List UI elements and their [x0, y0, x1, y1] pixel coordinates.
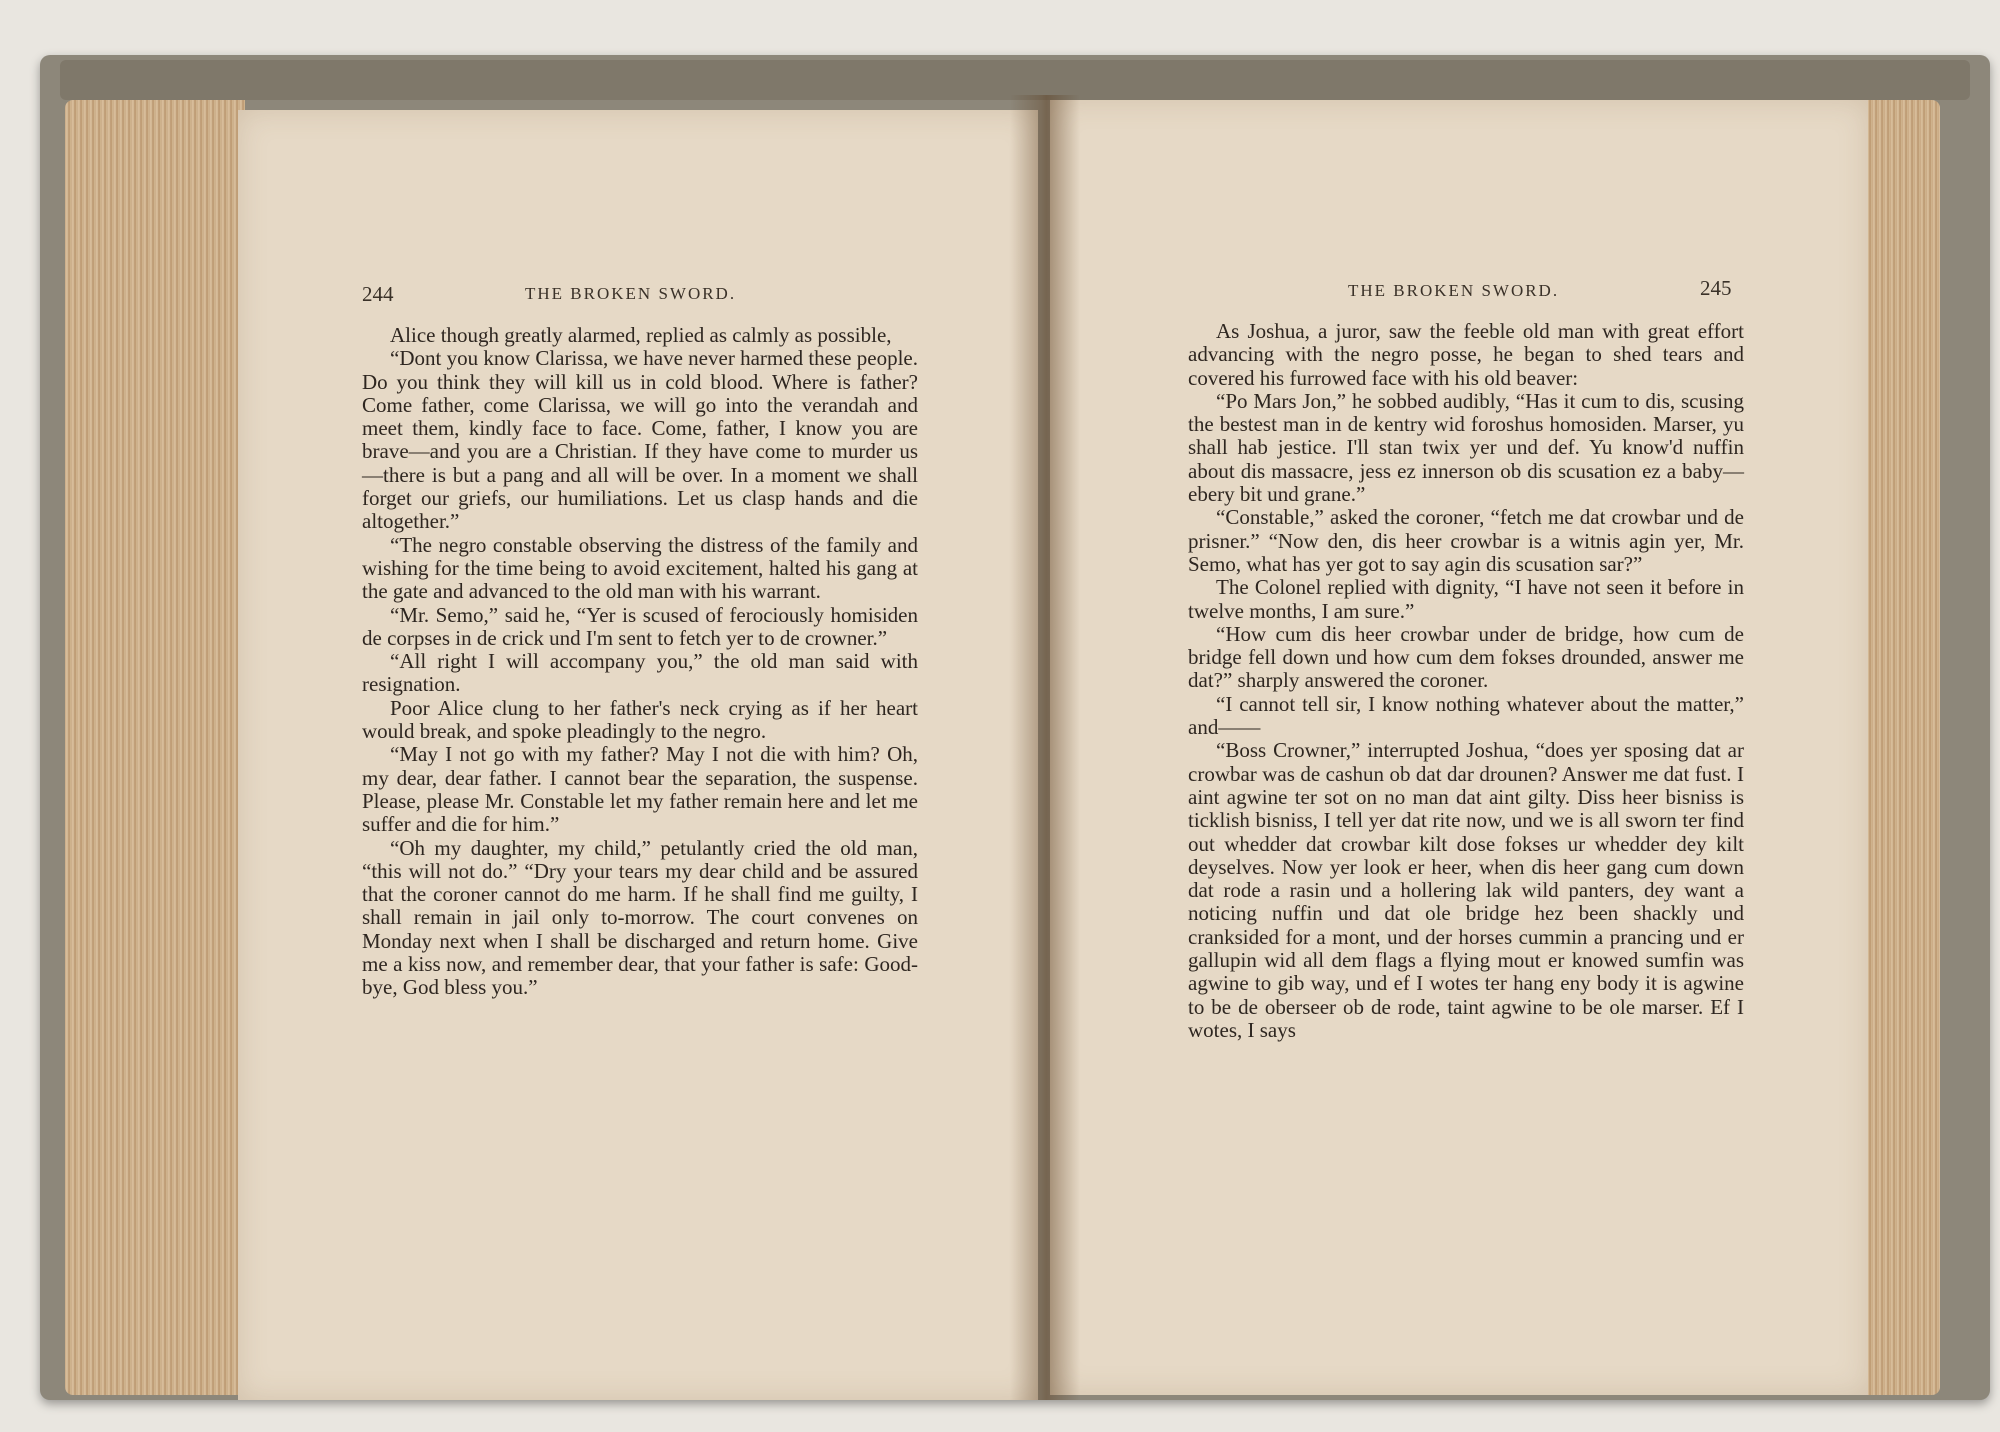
- left-page-number: 244: [362, 282, 394, 306]
- paragraph: Alice though greatly alarmed, replied as calmly as possible,: [390, 323, 892, 347]
- paragraph: “Constable,” asked the coroner, “fetch me dat crowbar und de prisner.” “Now den, dis heer crowbar is a witnis agin yer, Mr. Semo, what has yer got to say agin dis scusation sar?”: [1188, 505, 1744, 576]
- right-page-edges: [1860, 100, 1940, 1395]
- right-running-head: THE BROKEN SWORD.: [1348, 281, 1560, 300]
- book-spine-top: [60, 60, 1970, 100]
- paragraph: “How cum dis heer crowbar under de bridge, how cum de bridge fell down und how cum dem fokses drounded, answer me dat?” sharply answered the coroner.: [1188, 621, 1744, 693]
- paragraph: Poor Alice clung to her father's neck crying as if her heart would break, and spoke pleadingly to the negro.: [362, 695, 918, 744]
- paragraph: “May I not go with my father? May I not die with him? Oh, my dear, dear father. I cannot bear the separation, the suspense. Please, please Mr. Constable let my father remain here and let me suffer and die for him.”: [362, 742, 918, 837]
- paragraph: The Colonel replied with dignity, “I have not seen it before in twelve months, I am sure.”: [1188, 575, 1744, 623]
- left-page-edges: [65, 100, 245, 1395]
- paragraph: “Oh my daughter, my child,” petulantly cried the old man, “this will not do.” “Dry your tears my dear child and be assured that the coroner cannot do me harm. If he shall find me guilty, I shall remain in jail only to-morrow. The court convenes on Monday next when I shall be discharged and return home. Give me a kiss now, and remember dear, that your father is safe: Good-bye, God bless you.”: [362, 835, 918, 1000]
- paragraph: “Mr. Semo,” said he, “Yer is scused of ferociously homisiden de corpses in de crick und I'm sent to fetch yer to de crowner.”: [362, 602, 918, 650]
- book-gutter: [1010, 95, 1080, 1400]
- paragraph: “Po Mars Jon,” he sobbed audibly, “Has it cum to dis, scusing the bestest man in de kentry wid foroshus homosiden. Marser, yu shall hab jestice. I'll stan twix yer und def. Yu know'd nuffin about dis massacre, jess ez innerson ob dis scusation ez a baby—ebery bit und grane.”: [1188, 388, 1744, 507]
- paragraph: “Dont you know Clarissa, we have never harmed these people. Do you think they will kill us in cold blood. Where is father? Come father, come Clarissa, we will go into the verandah and meet them, kindly face to face. Come, father, I know you are brave—and you are a Christian. If they have come to murder us—there is but a pang and all will be over. In a moment we shall forget our griefs, our humiliations. Let us clasp hands and die altogether.”: [362, 346, 918, 534]
- paragraph: As Joshua, a juror, saw the feeble old man with great effort advancing with the negro posse, he began to shed tears and covered his furrowed face with his old beaver:: [1188, 319, 1744, 390]
- left-running-head: THE BROKEN SWORD.: [525, 284, 737, 303]
- paragraph: “Boss Crowner,” interrupted Joshua, “does yer sposing dat ar crowbar was de cashun ob dat dar drounen? Answer me dat fust. I aint agwine ter sot on no man dat aint gilty. Diss heer bisniss is ticklish bisniss, I tell yer dat rite now, und we is all sworn ter find out whedder dat crowbar kilt dose fokses ur whedder dey kilt deyselves. Now yer look er heer, when dis heer gang cum down dat rode a rasin und a hollering lak wild panters, dey want a noticing nuffin und dat ole bridge hez been shackly und cranksided for a mont, und der horses cummin a prancing und er gallupin wid all dem flags a flying mout er knowed sumfin was agwine to gib way, und ef I wotes ter hang eny body it is agwine to be de oberseer ob de rode, taint agwine to be ole marser. Ef I wotes, I says: [1188, 738, 1744, 1042]
- left-page-body: [362, 324, 918, 1000]
- right-page-body: [1188, 320, 1744, 1042]
- paragraph: “The negro constable observing the distress of the family and wishing for the time being to avoid excitement, halted his gang at the gate and advanced to the old man with his warrant.: [362, 532, 918, 604]
- paragraph: “I cannot tell sir, I know nothing whatever about the matter,” and——: [1188, 691, 1744, 740]
- right-page-number: 245: [1700, 276, 1732, 300]
- paragraph: “All right I will accompany you,” the old man said with resignation.: [362, 649, 918, 697]
